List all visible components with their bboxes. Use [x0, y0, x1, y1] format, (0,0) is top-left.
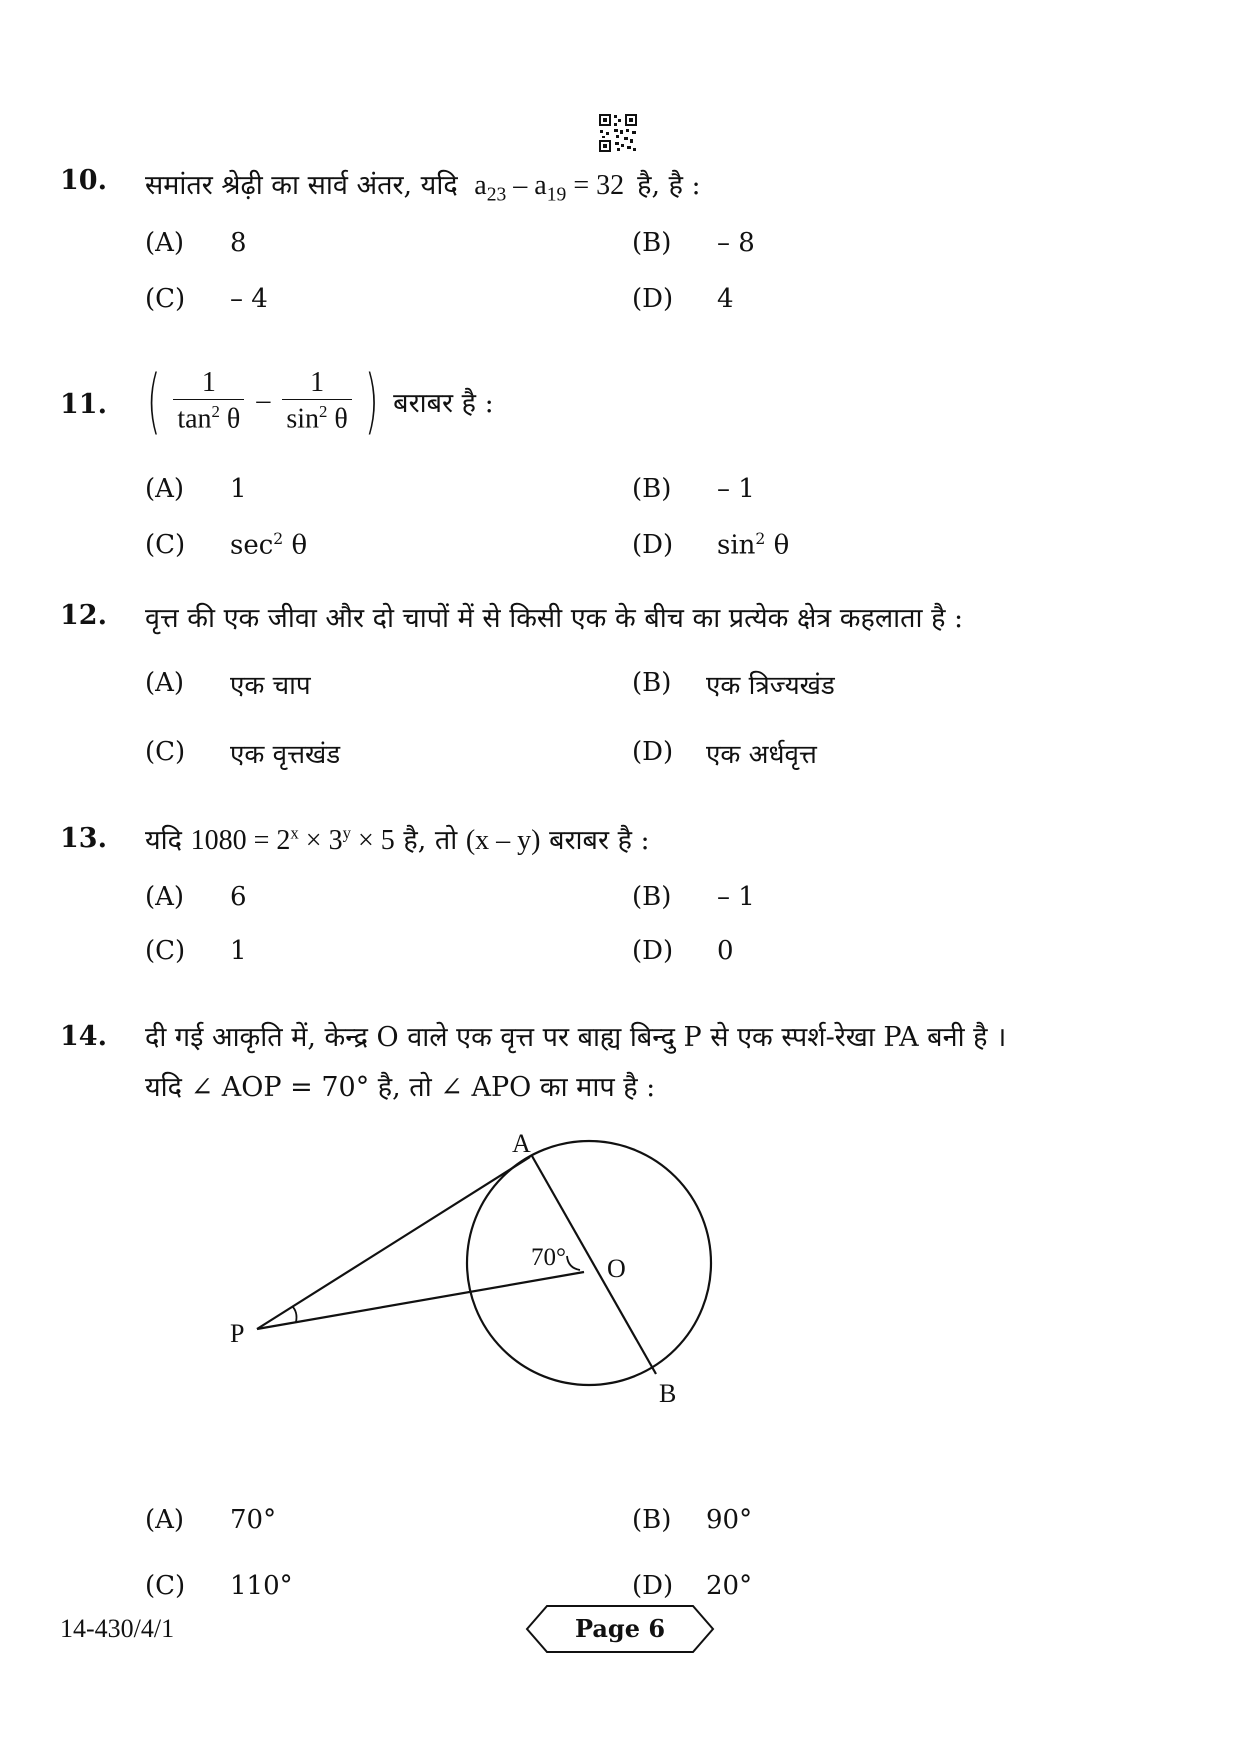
page-number: Page 6 [574, 1614, 666, 1643]
option-letter: (D) [632, 284, 674, 314]
option-letter: (D) [632, 1571, 674, 1601]
option-letter: (A) [145, 882, 185, 912]
option-value: 1 [230, 474, 247, 504]
question-number: 14. [60, 1021, 107, 1052]
option-letter: (D) [632, 737, 674, 767]
paper-code: 14-430/4/1 [60, 1614, 175, 1643]
angle-label: 70° [531, 1244, 566, 1271]
equation: $1080 = 2^x \times 3^y \times 5$ [190, 823, 395, 856]
option-value: 1 [230, 936, 247, 966]
option-value: 70° [230, 1505, 277, 1535]
question-number: 13. [60, 823, 107, 854]
option-letter: (A) [145, 474, 185, 504]
option-value: – 1 [717, 474, 755, 504]
line-po [257, 1272, 584, 1329]
option-value: 20° [706, 1571, 753, 1601]
option-value: 8 [230, 228, 247, 258]
question-text: दी गई आकृति में, केन्द्र O वाले एक वृत्त पर बाह्य बिन्दु P से एक स्पर्श-रेखा PA बनी है । [145, 1022, 1007, 1053]
label-a: A [512, 1129, 531, 1158]
option-letter: (B) [632, 882, 672, 912]
equation: $a_{23} - a_{19} = 32$ [474, 170, 625, 206]
option-letter: (B) [632, 1505, 672, 1535]
option-value: – 4 [230, 284, 268, 314]
option-value: $\sin^2 \theta$ [717, 530, 790, 561]
fraction: $\frac{1}{\tan^2 \theta}$ [173, 367, 244, 435]
label-p: P [230, 1319, 245, 1348]
angle-arc-o [567, 1256, 580, 1270]
question-text: ( $\frac{1}{\tan^2 \theta}$ – $\frac{1}{\sin^2 \theta}$ ) बराबर है : [146, 360, 494, 442]
option-value: – 8 [717, 228, 755, 258]
option-value: एक अर्धवृत्त [706, 740, 817, 770]
option-value: 90° [706, 1505, 753, 1535]
question-text: यदि ∠ AOP = 70° है, तो ∠ APO का माप है : [145, 1072, 656, 1103]
question-text: वृत्त की एक जीवा और दो चापों में से किसी एक के बीच का प्रत्येक क्षेत्र कहलाता है : [145, 603, 964, 634]
option-letter: (C) [145, 530, 186, 560]
option-value: एक त्रिज्यखंड [706, 671, 835, 701]
option-letter: (C) [145, 1571, 186, 1601]
option-letter: (A) [145, 668, 185, 698]
option-value: 6 [230, 882, 247, 912]
option-letter: (B) [632, 668, 672, 698]
option-letter: (C) [145, 284, 186, 314]
question-text: यदि $1080 = 2^x \times 3^y \times 5$ है, तो (x – y) बराबर है : [145, 823, 650, 856]
question-number: 12. [60, 600, 107, 631]
option-value: एक चाप [230, 671, 311, 701]
option-letter: (C) [145, 936, 186, 966]
option-value: 4 [717, 284, 734, 314]
option-letter: (D) [632, 936, 674, 966]
option-letter: (B) [632, 228, 672, 258]
circle [467, 1141, 711, 1385]
option-value: 110° [230, 1571, 293, 1601]
label-o: O [607, 1254, 626, 1283]
option-value: 0 [717, 936, 734, 966]
fraction: $\frac{1}{\sin^2 \theta}$ [282, 367, 352, 435]
option-value: $\sec^2 \theta$ [230, 530, 308, 561]
question-text: समांतर श्रेढ़ी का सार्व अंतर, यदि $a_{23} - a_{19} = 32$ है, है : [145, 170, 701, 206]
label-b: B [659, 1379, 677, 1408]
question-number: 11. [60, 389, 107, 420]
option-value: – 1 [717, 882, 755, 912]
option-value: एक वृत्तखंड [230, 740, 341, 770]
option-letter: (C) [145, 737, 186, 767]
option-letter: (B) [632, 474, 672, 504]
option-letter: (A) [145, 228, 185, 258]
question-number: 10. [60, 165, 107, 196]
option-letter: (D) [632, 530, 674, 560]
tangent-line-pa [257, 1157, 530, 1329]
angle-arc-p [292, 1306, 297, 1322]
option-letter: (A) [145, 1505, 185, 1535]
